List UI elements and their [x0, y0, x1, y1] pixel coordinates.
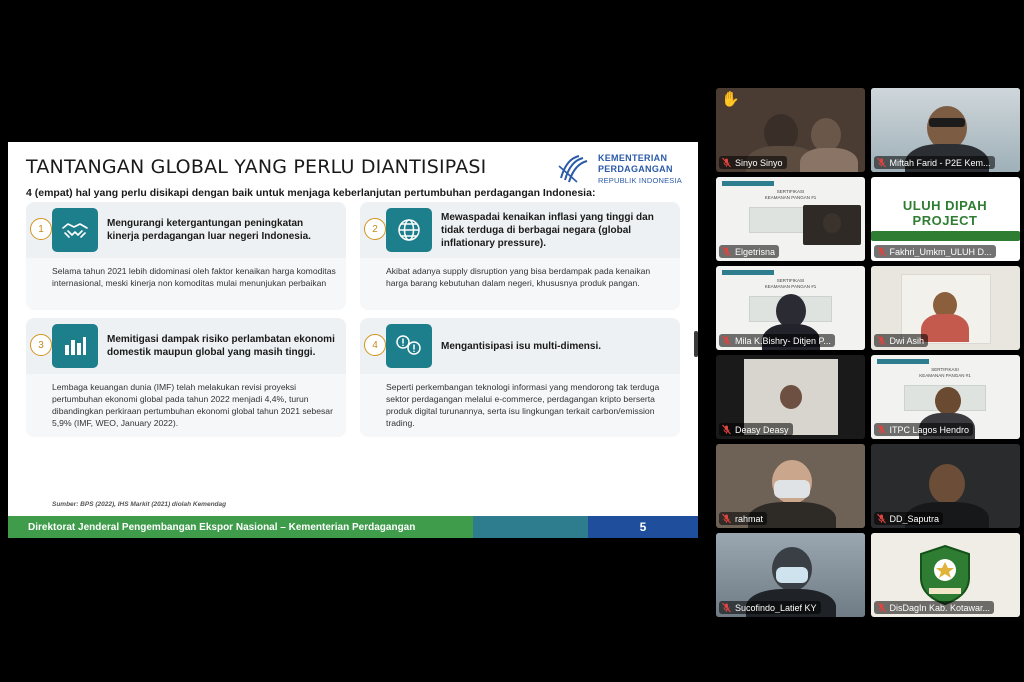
participant-name: DD_Saputra [889, 513, 940, 524]
participant-tile[interactable] [716, 88, 865, 172]
kemendag-logo [557, 152, 682, 186]
mic-muted-icon [876, 424, 887, 435]
card-body: Akibat adanya supply disruption yang bisa berdampak pada kenaikan harga barang kebutuhan dalam negeri, khususnya produk pangan. [360, 258, 680, 310]
participant-tile[interactable] [716, 355, 865, 439]
card-number: 3 [30, 334, 52, 356]
shared-screen-area[interactable] [0, 88, 706, 548]
mic-muted-icon [876, 602, 887, 613]
card-heading: Memitigasi dampak risiko perlambatan ekonomi domestik maupun global yang masih tinggi. [107, 334, 335, 358]
card-body: Seperti perkembangan teknologi informasi yang mendorong tak terduga sektor perdagangan melalui e-commerce, perdagangan kripto berserta produk digital turunannya, serta isu lingkungan terkait carbon/emission trading. [360, 374, 680, 437]
participant-name: ITPC Lagos Hendro [889, 424, 970, 435]
participant-name-chip [874, 245, 996, 258]
mic-muted-icon [721, 335, 732, 346]
participant-name-chip [719, 423, 793, 436]
participant-name: rahmat [735, 513, 764, 524]
participant-name: Dwi Asih [889, 335, 925, 346]
bar-chart-icon [52, 324, 98, 368]
participant-name-chip [874, 156, 995, 169]
participant-name-chip [719, 601, 821, 614]
slide-cards [26, 202, 680, 437]
card-number: 4 [364, 334, 386, 356]
exclamation-circles-icon [386, 324, 432, 368]
participant-tile[interactable] [716, 444, 865, 528]
participant-name-chip [874, 512, 944, 525]
card-body: Selama tahun 2021 lebih didominasi oleh faktor kenaikan harga komoditas internasional, meski kinerja non komoditas mulai menunjukan perbaikan [26, 258, 346, 310]
mic-muted-icon [721, 602, 732, 613]
slide-card [26, 202, 346, 310]
kemendag-logo-icon [557, 152, 591, 186]
globe-icon [386, 208, 432, 252]
mic-muted-icon [876, 157, 887, 168]
shared-document-thumbnail: SERTIFIKASI KEAMANAN PANGAN #1 [716, 177, 865, 261]
participant-tile[interactable] [716, 177, 865, 261]
participant-name: Deasy Deasy [735, 424, 789, 435]
card-number: 1 [30, 218, 52, 240]
participant-tile[interactable] [871, 444, 1020, 528]
slide-title: TANTANGAN GLOBAL YANG PERLU DIANTISIPASI [26, 156, 487, 178]
participant-name-chip [874, 423, 974, 436]
participant-name: Sucofindo_Latief KY [735, 602, 817, 613]
participant-tile[interactable] [716, 266, 865, 350]
mic-muted-icon [721, 513, 732, 524]
slide-source-note: Sumber: BPS (2022), IHS Markit (2021) diolah Kemendag [52, 501, 227, 508]
card-body: Lembaga keuangan dunia (IMF) telah melakukan revisi proyeksi pertumbuhan ekonomi global pada tahun 2022 menjadi 4,4%, turun dibandingkan perkiraan pertumbuhan ekonomi global tahun 2021 sebesar 5,9% (IMF, WEO, January 2022). [26, 374, 346, 437]
participant-name: Mila K.Bishry- Ditjen P... [735, 335, 831, 346]
participant-name-chip [874, 601, 995, 614]
participant-name-chip [719, 245, 779, 258]
mic-muted-icon [876, 513, 887, 524]
kemendag-logo-text: KEMENTERIAN PERDAGANGAN REPUBLIK INDONESIA [597, 152, 682, 185]
card-heading: Mengurangi ketergantungan peningkatan kinerja perdagangan luar negeri Indonesia. [107, 218, 311, 242]
mic-muted-icon [876, 335, 887, 346]
participant-tile[interactable] [871, 266, 1020, 350]
participant-tile[interactable] [871, 88, 1020, 172]
participant-tile[interactable] [871, 355, 1020, 439]
mic-muted-icon [721, 157, 732, 168]
slide-card [360, 318, 680, 437]
mic-muted-icon [876, 246, 887, 257]
participant-name-chip [719, 334, 835, 347]
participant-name-chip [719, 156, 787, 169]
participant-name: Elgetrisna [735, 246, 776, 257]
slide-footer [8, 516, 698, 538]
slide-subtitle: 4 (empat) hal yang perlu disikapi dengan baik untuk menjaga keberlanjutan pertumbuhan perdagangan Indonesia: [26, 187, 596, 199]
participant-name-chip [874, 334, 929, 347]
slide-footer-text: Direktorat Jenderal Pengembangan Ekspor Nasional – Kementerian Perdagangan [8, 516, 473, 538]
card-heading: Mewaspadai kenaikan inflasi yang tinggi dan tidak terduga di berbagai negara (global inflationary pressure). [441, 211, 654, 249]
slide-footer-teal-bar [473, 516, 588, 538]
participant-tile[interactable] [871, 533, 1020, 617]
participant-name: Miftah Farid - P2E Kem... [889, 157, 991, 168]
slide-page-number: 5 [588, 516, 698, 538]
shared-document-thumbnail: SERTIFIKASI KEAMANAN PANGAN #1 [716, 266, 865, 350]
participant-name: Sinyo Sinyo [735, 157, 783, 168]
handshake-icon [52, 208, 98, 252]
slide-card [26, 318, 346, 437]
participant-name: DisDagIn Kab. Kotawar... [889, 602, 991, 613]
share-panel-handle[interactable] [694, 331, 698, 357]
mic-muted-icon [721, 246, 732, 257]
presentation-slide [8, 142, 698, 538]
shared-document-thumbnail: SERTIFIKASI KEAMANAN PANGAN #1 [871, 355, 1020, 439]
slide-card [360, 202, 680, 310]
card-number: 2 [364, 218, 386, 240]
participant-name: Fakhri_Umkm_ULUH D... [889, 246, 992, 257]
participant-tile[interactable]: ULUH DIPAH PROJECT Fakhri_Umkm_ULUH D... [871, 177, 1020, 261]
participant-tile[interactable] [716, 533, 865, 617]
card-heading: Mengantisipasi isu multi-dimensi. [441, 340, 602, 352]
raise-hand-icon: ✋ [721, 91, 740, 108]
participant-gallery [716, 88, 1020, 617]
participant-name-chip [719, 512, 767, 525]
mic-muted-icon [721, 424, 732, 435]
